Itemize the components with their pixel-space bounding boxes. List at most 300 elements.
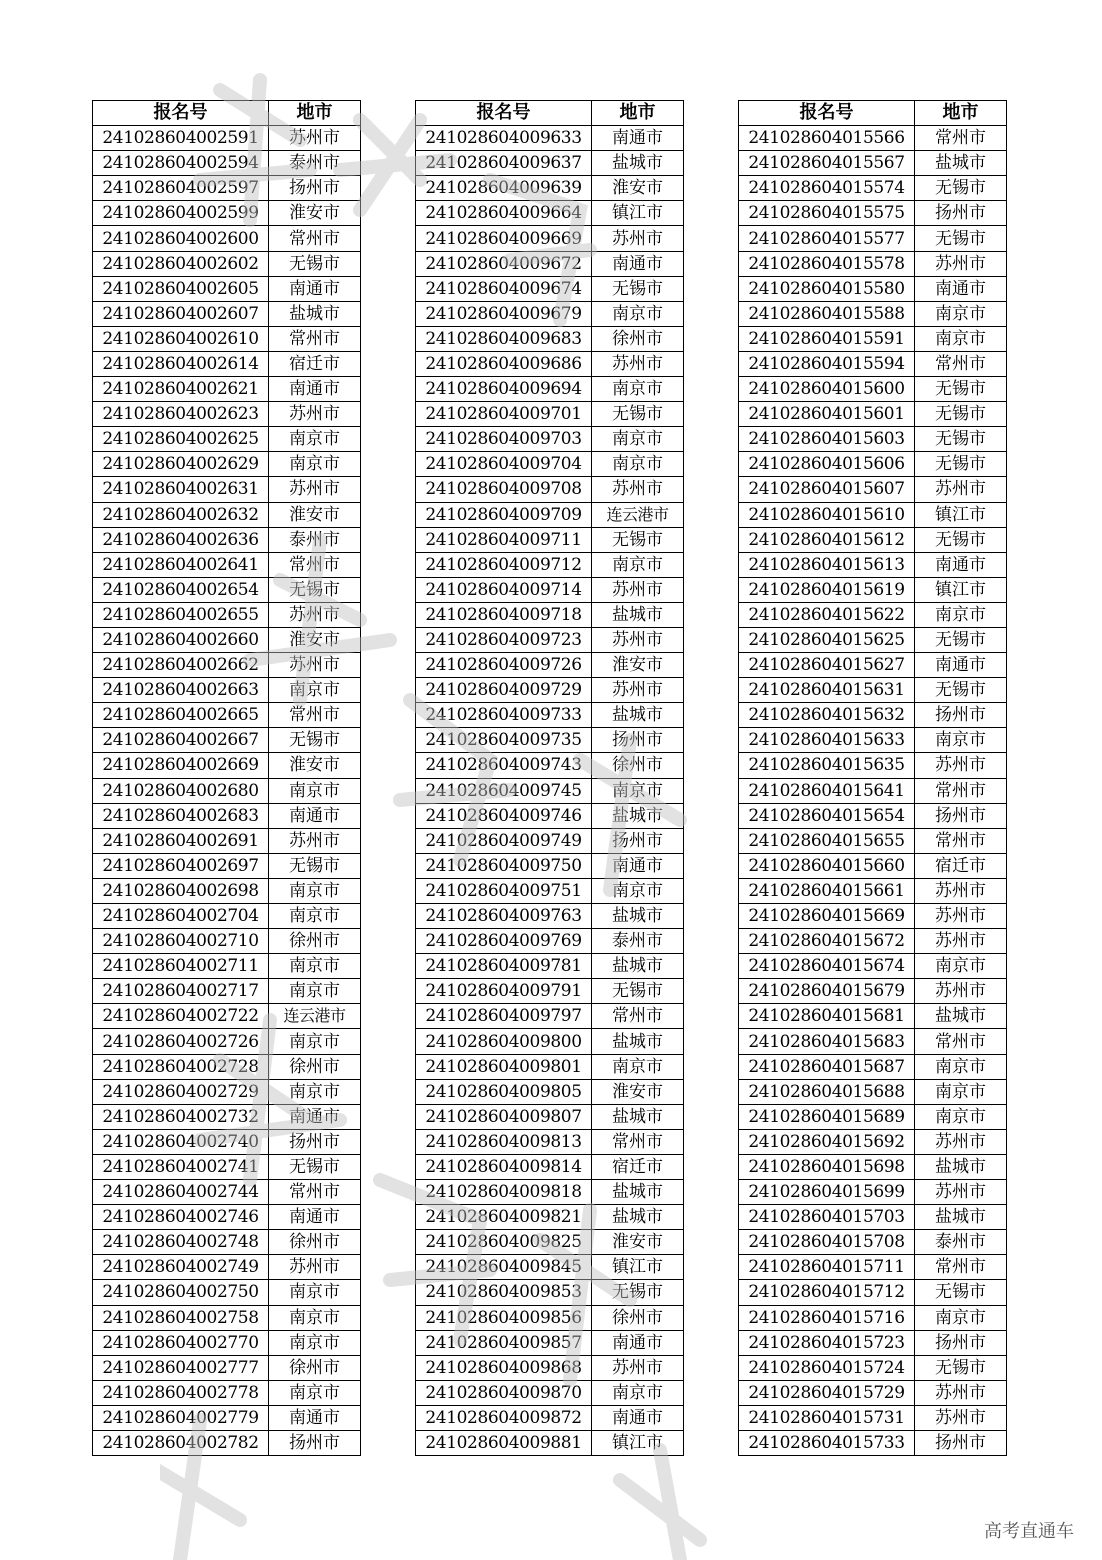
table-row (93, 703, 361, 728)
registration-number: 241028604002663 (93, 678, 269, 703)
registration-number: 241028604009814 (416, 1154, 592, 1179)
table-header (739, 101, 1007, 126)
table-row (416, 653, 684, 678)
registration-number: 241028604009743 (416, 753, 592, 778)
table-row (416, 552, 684, 577)
table-row (739, 853, 1007, 878)
city-cell: 南京市 (592, 552, 684, 577)
table-row (93, 678, 361, 703)
registration-number: 241028604015631 (739, 678, 915, 703)
registration-number: 241028604009701 (416, 402, 592, 427)
registration-number: 241028604009813 (416, 1129, 592, 1154)
city-cell: 南京市 (269, 904, 361, 929)
table-row (739, 126, 1007, 151)
table-row (416, 1280, 684, 1305)
city-cell: 无锡市 (915, 452, 1007, 477)
registration-number: 241028604015575 (739, 201, 915, 226)
table-row (416, 151, 684, 176)
registration-number: 241028604002740 (93, 1129, 269, 1154)
registration-number: 241028604015692 (739, 1129, 915, 1154)
registration-number: 241028604015612 (739, 527, 915, 552)
city-cell: 南京市 (592, 452, 684, 477)
city-cell: 盐城市 (915, 1205, 1007, 1230)
city-cell: 宿迁市 (592, 1154, 684, 1179)
table-row (93, 728, 361, 753)
city-cell: 徐州市 (592, 326, 684, 351)
registration-number: 241028604002746 (93, 1205, 269, 1230)
city-cell: 南京市 (269, 1079, 361, 1104)
city-cell: 淮安市 (269, 502, 361, 527)
table-row (416, 1004, 684, 1029)
table-row (739, 678, 1007, 703)
table-row (739, 577, 1007, 602)
registration-number: 241028604002662 (93, 653, 269, 678)
city-cell: 苏州市 (592, 226, 684, 251)
city-cell: 苏州市 (269, 653, 361, 678)
city-cell: 苏州市 (592, 627, 684, 652)
registration-number: 241028604002711 (93, 954, 269, 979)
table-row (93, 1355, 361, 1380)
table-row (93, 1205, 361, 1230)
table-row (93, 778, 361, 803)
registration-number: 241028604015627 (739, 653, 915, 678)
table-row (416, 226, 684, 251)
table-row (93, 201, 361, 226)
city-cell: 常州市 (915, 778, 1007, 803)
city-cell: 扬州市 (592, 828, 684, 853)
table-row (416, 1205, 684, 1230)
registration-number: 241028604002748 (93, 1230, 269, 1255)
city-cell: 南京市 (269, 452, 361, 477)
table-row (739, 828, 1007, 853)
city-cell: 常州市 (269, 326, 361, 351)
city-cell: 无锡市 (269, 853, 361, 878)
registration-number: 241028604015580 (739, 276, 915, 301)
registration-number: 241028604002594 (93, 151, 269, 176)
city-cell: 苏州市 (269, 126, 361, 151)
city-cell: 南通市 (269, 1104, 361, 1129)
registration-number: 241028604009729 (416, 678, 592, 703)
city-cell: 南京市 (269, 1029, 361, 1054)
table-row (416, 678, 684, 703)
table-row (93, 527, 361, 552)
city-header: 地市 (592, 101, 684, 126)
table-row (739, 1054, 1007, 1079)
registration-number: 241028604015660 (739, 853, 915, 878)
table-row (739, 1079, 1007, 1104)
city-cell: 南京市 (269, 678, 361, 703)
table-row (739, 1405, 1007, 1430)
registration-number: 241028604015577 (739, 226, 915, 251)
registration-number: 241028604015635 (739, 753, 915, 778)
registration-number: 241028604002602 (93, 251, 269, 276)
registration-number: 241028604015733 (739, 1430, 915, 1455)
table-row (739, 954, 1007, 979)
table-row (93, 979, 361, 1004)
roster-table-2 (415, 100, 684, 1456)
registration-number: 241028604002779 (93, 1405, 269, 1430)
city-cell: 常州市 (592, 1004, 684, 1029)
id-header: 报名号 (93, 101, 269, 126)
table-row (416, 853, 684, 878)
table-row (416, 477, 684, 502)
table-row (739, 878, 1007, 903)
city-cell: 盐城市 (592, 151, 684, 176)
registration-number: 241028604015688 (739, 1079, 915, 1104)
registration-number: 241028604009709 (416, 502, 592, 527)
registration-number: 241028604015566 (739, 126, 915, 151)
city-cell: 南京市 (915, 954, 1007, 979)
city-cell: 无锡市 (915, 1280, 1007, 1305)
registration-number: 241028604015591 (739, 326, 915, 351)
table-row (93, 502, 361, 527)
city-cell: 扬州市 (592, 728, 684, 753)
registration-number: 241028604015610 (739, 502, 915, 527)
city-cell: 苏州市 (592, 678, 684, 703)
table-row (739, 502, 1007, 527)
city-cell: 宿迁市 (915, 853, 1007, 878)
city-cell: 常州市 (915, 1029, 1007, 1054)
table-row (93, 1129, 361, 1154)
registration-number: 241028604009805 (416, 1079, 592, 1104)
city-cell: 盐城市 (269, 301, 361, 326)
table-row (416, 1054, 684, 1079)
registration-number: 241028604015578 (739, 251, 915, 276)
registration-number: 241028604015712 (739, 1280, 915, 1305)
city-cell: 淮安市 (592, 653, 684, 678)
city-cell: 盐城市 (592, 1029, 684, 1054)
table-row (416, 1180, 684, 1205)
registration-number: 241028604009683 (416, 326, 592, 351)
city-cell: 无锡市 (592, 276, 684, 301)
table-row (416, 753, 684, 778)
city-header: 地市 (915, 101, 1007, 126)
city-cell: 苏州市 (915, 979, 1007, 1004)
table-row (93, 1154, 361, 1179)
table-row (93, 176, 361, 201)
registration-number: 241028604015625 (739, 627, 915, 652)
registration-number: 241028604009825 (416, 1230, 592, 1255)
city-cell: 苏州市 (269, 828, 361, 853)
registration-number: 241028604002605 (93, 276, 269, 301)
table-row (739, 1255, 1007, 1280)
registration-number: 241028604015679 (739, 979, 915, 1004)
city-cell: 无锡市 (915, 678, 1007, 703)
city-cell: 南京市 (269, 1305, 361, 1330)
table-row (416, 1104, 684, 1129)
table-row (739, 326, 1007, 351)
table-row (93, 929, 361, 954)
table-row (739, 176, 1007, 201)
table-row (739, 452, 1007, 477)
table-row (739, 1154, 1007, 1179)
city-cell: 连云港市 (269, 1004, 361, 1029)
registration-number: 241028604009872 (416, 1405, 592, 1430)
registration-number: 241028604002710 (93, 929, 269, 954)
registration-number: 241028604009845 (416, 1255, 592, 1280)
table-row (93, 126, 361, 151)
table-row (416, 728, 684, 753)
table-row (416, 427, 684, 452)
registration-number: 241028604009664 (416, 201, 592, 226)
table-row (93, 1255, 361, 1280)
table-row (739, 1230, 1007, 1255)
city-cell: 无锡市 (592, 527, 684, 552)
registration-number: 241028604009797 (416, 1004, 592, 1029)
table-header (416, 101, 684, 126)
city-cell: 南京市 (592, 377, 684, 402)
table-row (416, 1079, 684, 1104)
table-row (739, 803, 1007, 828)
table-row (416, 502, 684, 527)
city-cell: 苏州市 (915, 753, 1007, 778)
city-cell: 徐州市 (269, 1230, 361, 1255)
registration-number: 241028604002623 (93, 402, 269, 427)
registration-number: 241028604002655 (93, 602, 269, 627)
registration-number: 241028604009718 (416, 602, 592, 627)
city-cell: 盐城市 (915, 151, 1007, 176)
city-cell: 淮安市 (592, 1079, 684, 1104)
registration-number: 241028604015672 (739, 929, 915, 954)
table-row (93, 452, 361, 477)
table-row (739, 1004, 1007, 1029)
city-cell: 南通市 (915, 552, 1007, 577)
table-row (93, 226, 361, 251)
city-cell: 无锡市 (915, 226, 1007, 251)
registration-number: 241028604009726 (416, 653, 592, 678)
city-cell: 南通市 (269, 1405, 361, 1430)
table-row (416, 929, 684, 954)
city-cell: 南通市 (269, 1205, 361, 1230)
city-cell: 淮安市 (269, 201, 361, 226)
table-row (416, 1029, 684, 1054)
table-row (739, 1280, 1007, 1305)
table-row (739, 477, 1007, 502)
city-cell: 无锡市 (915, 427, 1007, 452)
city-cell: 南通市 (269, 276, 361, 301)
registration-number: 241028604015687 (739, 1054, 915, 1079)
city-cell: 无锡市 (915, 627, 1007, 652)
city-cell: 苏州市 (915, 904, 1007, 929)
registration-number: 241028604015674 (739, 954, 915, 979)
table-row (416, 1355, 684, 1380)
table-header (93, 101, 361, 126)
registration-number: 241028604009868 (416, 1355, 592, 1380)
table-row (93, 828, 361, 853)
city-cell: 苏州市 (269, 1255, 361, 1280)
table-row (739, 552, 1007, 577)
registration-number: 241028604009800 (416, 1029, 592, 1054)
registration-number: 241028604002722 (93, 1004, 269, 1029)
table-row (93, 552, 361, 577)
registration-number: 241028604002744 (93, 1180, 269, 1205)
city-cell: 无锡市 (269, 251, 361, 276)
table-row (93, 753, 361, 778)
registration-number: 241028604009637 (416, 151, 592, 176)
registration-number: 241028604015641 (739, 778, 915, 803)
registration-number: 241028604015613 (739, 552, 915, 577)
registration-number: 241028604002667 (93, 728, 269, 753)
city-cell: 泰州市 (915, 1230, 1007, 1255)
city-cell: 无锡市 (915, 1355, 1007, 1380)
registration-number: 241028604009639 (416, 176, 592, 201)
registration-number: 241028604009745 (416, 778, 592, 803)
table-row (93, 427, 361, 452)
registration-number: 241028604002704 (93, 904, 269, 929)
registration-number: 241028604015633 (739, 728, 915, 753)
city-cell: 扬州市 (269, 1430, 361, 1455)
id-header: 报名号 (416, 101, 592, 126)
registration-number: 241028604009857 (416, 1330, 592, 1355)
city-cell: 镇江市 (915, 502, 1007, 527)
table-row (739, 1355, 1007, 1380)
city-cell: 南通市 (592, 1330, 684, 1355)
city-cell: 盐城市 (592, 1205, 684, 1230)
table-row (93, 1029, 361, 1054)
table-row (739, 201, 1007, 226)
table-row (416, 828, 684, 853)
table-row (739, 276, 1007, 301)
table-row (93, 803, 361, 828)
table-row (739, 979, 1007, 1004)
city-cell: 苏州市 (592, 1355, 684, 1380)
registration-number: 241028604002669 (93, 753, 269, 778)
city-cell: 无锡市 (915, 377, 1007, 402)
city-cell: 南通市 (915, 276, 1007, 301)
city-cell: 南通市 (592, 1405, 684, 1430)
table-row (739, 527, 1007, 552)
roster-table-3 (738, 100, 1007, 1456)
registration-number: 241028604015588 (739, 301, 915, 326)
table-row (93, 627, 361, 652)
city-cell: 无锡市 (269, 577, 361, 602)
registration-number: 241028604009735 (416, 728, 592, 753)
registration-number: 241028604015655 (739, 828, 915, 853)
table-row (739, 653, 1007, 678)
table-row (93, 853, 361, 878)
table-row (739, 1104, 1007, 1129)
registration-number: 241028604009801 (416, 1054, 592, 1079)
registration-number: 241028604015669 (739, 904, 915, 929)
table-row (416, 904, 684, 929)
registration-number: 241028604015632 (739, 703, 915, 728)
registration-number: 241028604009704 (416, 452, 592, 477)
registration-number: 241028604009714 (416, 577, 592, 602)
registration-number: 241028604015711 (739, 1255, 915, 1280)
registration-number: 241028604002777 (93, 1355, 269, 1380)
registration-number: 241028604002660 (93, 627, 269, 652)
table-row (739, 778, 1007, 803)
city-cell: 苏州市 (592, 577, 684, 602)
registration-number: 241028604015622 (739, 602, 915, 627)
city-cell: 常州市 (915, 351, 1007, 376)
table-row (93, 151, 361, 176)
table-row (416, 126, 684, 151)
city-cell: 盐城市 (592, 803, 684, 828)
city-cell: 无锡市 (915, 402, 1007, 427)
city-cell: 南京市 (915, 1305, 1007, 1330)
city-cell: 苏州市 (592, 351, 684, 376)
table-row (739, 251, 1007, 276)
table-row (739, 929, 1007, 954)
city-cell: 无锡市 (592, 402, 684, 427)
table-row (739, 602, 1007, 627)
table-row (739, 402, 1007, 427)
city-cell: 泰州市 (269, 527, 361, 552)
city-cell: 无锡市 (915, 176, 1007, 201)
city-cell: 南通市 (592, 251, 684, 276)
city-cell: 苏州市 (915, 1380, 1007, 1405)
registration-number: 241028604009669 (416, 226, 592, 251)
registration-number: 241028604015716 (739, 1305, 915, 1330)
city-cell: 苏州市 (915, 1180, 1007, 1205)
registration-number: 241028604009769 (416, 929, 592, 954)
table-row (93, 301, 361, 326)
city-cell: 常州市 (269, 1180, 361, 1205)
registration-number: 241028604009750 (416, 853, 592, 878)
registration-number: 241028604009674 (416, 276, 592, 301)
city-cell: 盐城市 (592, 954, 684, 979)
city-cell: 无锡市 (915, 527, 1007, 552)
table-row (739, 351, 1007, 376)
table-row (93, 1330, 361, 1355)
registration-number: 241028604015723 (739, 1330, 915, 1355)
registration-number: 241028604009856 (416, 1305, 592, 1330)
city-cell: 南通市 (269, 803, 361, 828)
registration-number: 241028604015654 (739, 803, 915, 828)
table-row (416, 1430, 684, 1455)
table-row (416, 527, 684, 552)
city-cell: 苏州市 (915, 878, 1007, 903)
registration-number: 241028604009881 (416, 1430, 592, 1455)
city-cell: 常州市 (592, 1129, 684, 1154)
registration-number: 241028604015689 (739, 1104, 915, 1129)
city-cell: 南京市 (915, 326, 1007, 351)
registration-number: 241028604002632 (93, 502, 269, 527)
registration-number: 241028604002654 (93, 577, 269, 602)
city-cell: 南京市 (915, 728, 1007, 753)
table-row (416, 176, 684, 201)
city-cell: 南京市 (915, 1104, 1007, 1129)
table-row (416, 1255, 684, 1280)
city-cell: 盐城市 (915, 1154, 1007, 1179)
registration-number: 241028604009694 (416, 377, 592, 402)
city-cell: 扬州市 (915, 703, 1007, 728)
city-header: 地市 (269, 101, 361, 126)
table-row (93, 1079, 361, 1104)
table-row (739, 151, 1007, 176)
city-cell: 徐州市 (269, 1355, 361, 1380)
table-row (416, 1129, 684, 1154)
table-row (739, 377, 1007, 402)
city-cell: 苏州市 (915, 929, 1007, 954)
city-cell: 南京市 (269, 954, 361, 979)
table-row (739, 226, 1007, 251)
source-watermark: 高考直通车 (984, 1521, 1074, 1542)
registration-number: 241028604009703 (416, 427, 592, 452)
table-row (416, 1380, 684, 1405)
table-row (416, 778, 684, 803)
city-cell: 常州市 (269, 552, 361, 577)
registration-number: 241028604015600 (739, 377, 915, 402)
registration-number: 241028604009633 (416, 126, 592, 151)
registration-number: 241028604009751 (416, 878, 592, 903)
table-row (416, 251, 684, 276)
registration-number: 241028604015708 (739, 1230, 915, 1255)
city-cell: 常州市 (915, 828, 1007, 853)
registration-number: 241028604015601 (739, 402, 915, 427)
registration-number: 241028604002680 (93, 778, 269, 803)
